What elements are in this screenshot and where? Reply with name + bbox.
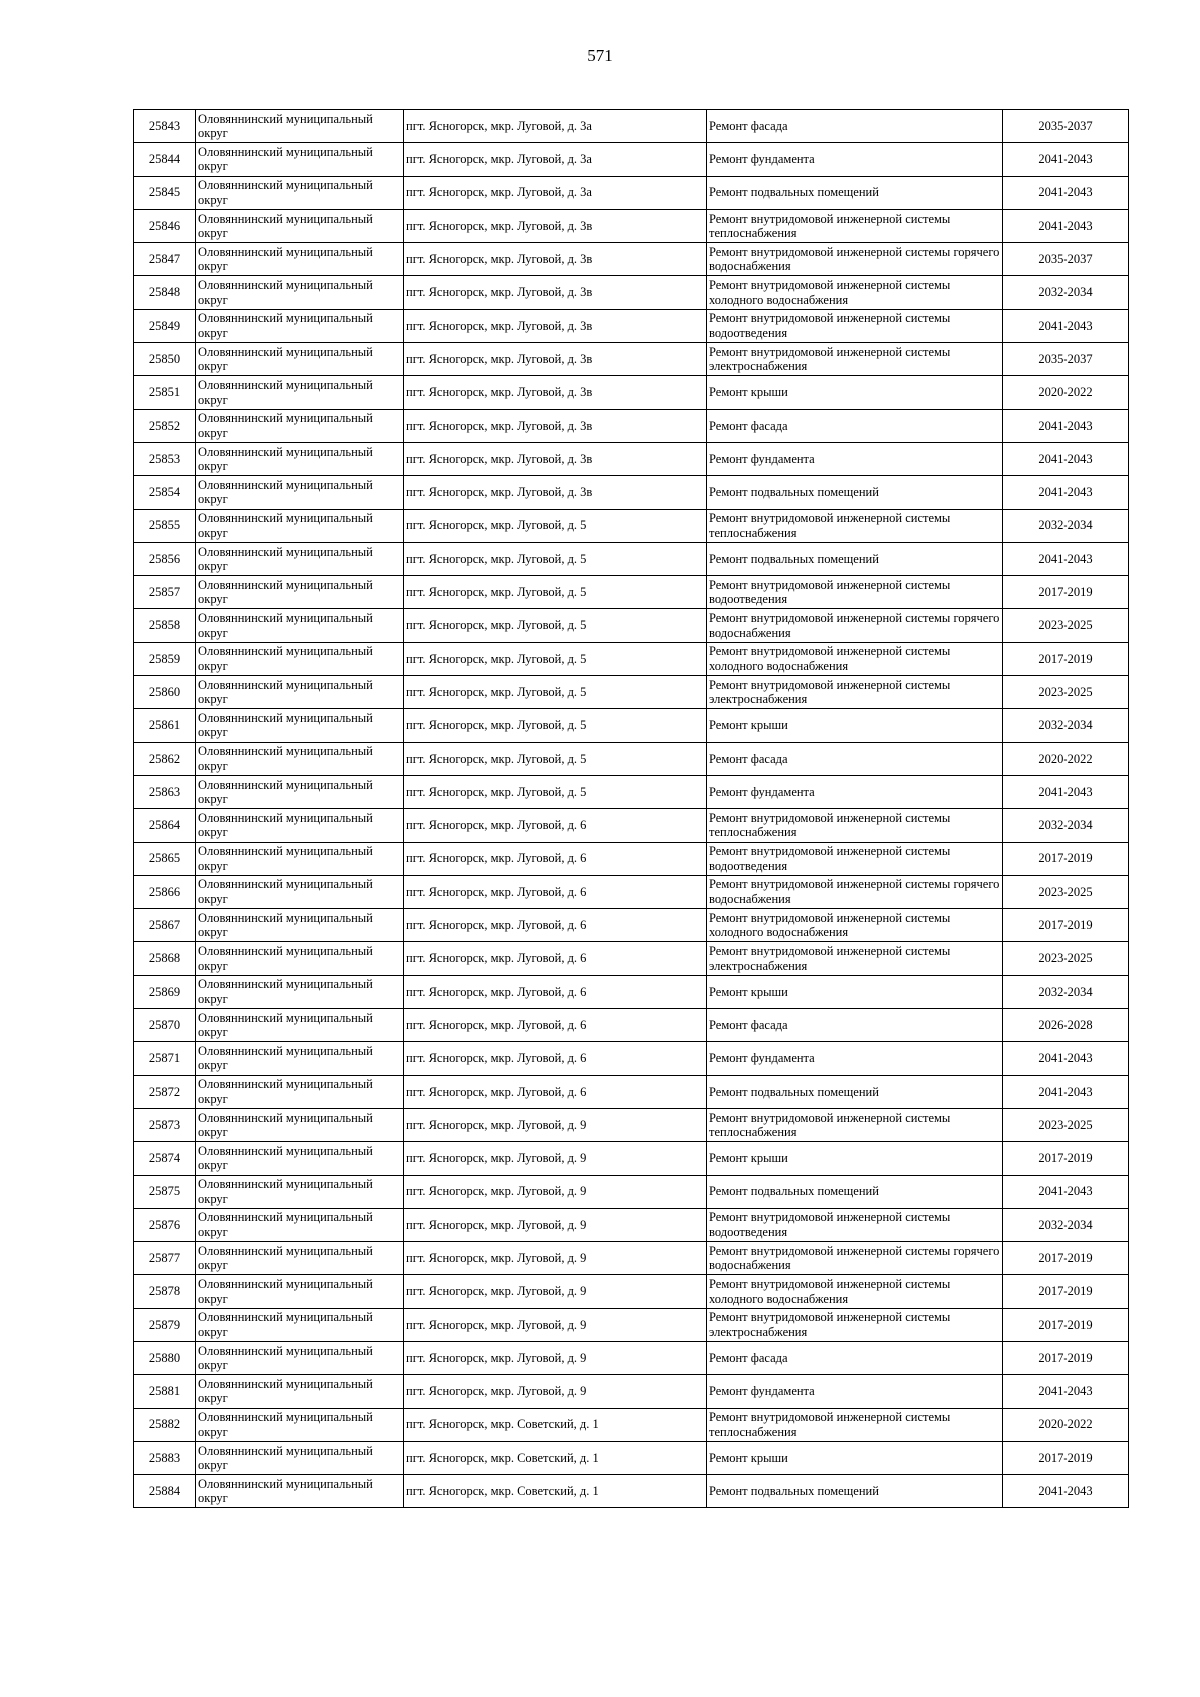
municipality-cell: Оловяннинский муниципальный округ xyxy=(196,576,404,609)
municipality-cell: Оловяннинский муниципальный округ xyxy=(196,1308,404,1341)
work-type-cell: Ремонт внутридомовой инженерной системы теплоснабжения xyxy=(707,509,1003,542)
municipality-cell: Оловяннинский муниципальный округ xyxy=(196,1341,404,1374)
municipality-cell: Оловяннинский муниципальный округ xyxy=(196,742,404,775)
row-number-cell: 25856 xyxy=(134,542,196,575)
municipality-cell: Оловяннинский муниципальный округ xyxy=(196,110,404,143)
address-cell: пгт. Ясногорск, мкр. Луговой, д. 3в xyxy=(404,343,707,376)
municipality-cell: Оловяннинский муниципальный округ xyxy=(196,143,404,176)
row-number-cell: 25851 xyxy=(134,376,196,409)
address-cell: пгт. Ясногорск, мкр. Луговой, д. 5 xyxy=(404,576,707,609)
work-type-cell: Ремонт внутридомовой инженерной системы водоотведения xyxy=(707,1208,1003,1241)
period-cell: 2020-2022 xyxy=(1003,376,1129,409)
work-type-cell: Ремонт фундамента xyxy=(707,775,1003,808)
work-type-cell: Ремонт внутридомовой инженерной системы горячего водоснабжения xyxy=(707,1242,1003,1275)
period-cell: 2041-2043 xyxy=(1003,476,1129,509)
work-type-cell: Ремонт подвальных помещений xyxy=(707,176,1003,209)
work-type-cell: Ремонт крыши xyxy=(707,709,1003,742)
table-row xyxy=(134,442,1129,475)
row-number-cell: 25882 xyxy=(134,1408,196,1441)
municipality-cell: Оловяннинский муниципальный округ xyxy=(196,609,404,642)
table-row xyxy=(134,642,1129,675)
table-row xyxy=(134,676,1129,709)
row-number-cell: 25849 xyxy=(134,309,196,342)
address-cell: пгт. Ясногорск, мкр. Луговой, д. 5 xyxy=(404,509,707,542)
work-type-cell: Ремонт внутридомовой инженерной системы холодного водоснабжения xyxy=(707,642,1003,675)
municipality-cell: Оловяннинский муниципальный округ xyxy=(196,176,404,209)
table-row xyxy=(134,542,1129,575)
page-number: 571 xyxy=(587,46,613,65)
municipality-cell: Оловяннинский муниципальный округ xyxy=(196,309,404,342)
work-type-cell: Ремонт фундамента xyxy=(707,1375,1003,1408)
address-cell: пгт. Ясногорск, мкр. Луговой, д. 3в xyxy=(404,409,707,442)
municipality-cell: Оловяннинский муниципальный округ xyxy=(196,243,404,276)
row-number-cell: 25872 xyxy=(134,1075,196,1108)
repair-schedule-table xyxy=(133,109,1129,1508)
address-cell: пгт. Ясногорск, мкр. Луговой, д. 6 xyxy=(404,1075,707,1108)
period-cell: 2017-2019 xyxy=(1003,1275,1129,1308)
address-cell: пгт. Ясногорск, мкр. Луговой, д. 5 xyxy=(404,642,707,675)
address-cell: пгт. Ясногорск, мкр. Луговой, д. 6 xyxy=(404,1042,707,1075)
work-type-cell: Ремонт подвальных помещений xyxy=(707,542,1003,575)
table-row xyxy=(134,509,1129,542)
municipality-cell: Оловяннинский муниципальный округ xyxy=(196,343,404,376)
address-cell: пгт. Ясногорск, мкр. Луговой, д. 3а xyxy=(404,176,707,209)
period-cell: 2017-2019 xyxy=(1003,1341,1129,1374)
address-cell: пгт. Ясногорск, мкр. Советский, д. 1 xyxy=(404,1408,707,1441)
table-row xyxy=(134,276,1129,309)
table-row xyxy=(134,1142,1129,1175)
address-cell: пгт. Ясногорск, мкр. Луговой, д. 5 xyxy=(404,742,707,775)
table-row xyxy=(134,742,1129,775)
table-row xyxy=(134,576,1129,609)
row-number-cell: 25844 xyxy=(134,143,196,176)
address-cell: пгт. Ясногорск, мкр. Луговой, д. 3в xyxy=(404,309,707,342)
table-row xyxy=(134,409,1129,442)
row-number-cell: 25865 xyxy=(134,842,196,875)
row-number-cell: 25877 xyxy=(134,1242,196,1275)
municipality-cell: Оловяннинский муниципальный округ xyxy=(196,476,404,509)
municipality-cell: Оловяннинский муниципальный округ xyxy=(196,1042,404,1075)
row-number-cell: 25881 xyxy=(134,1375,196,1408)
row-number-cell: 25850 xyxy=(134,343,196,376)
work-type-cell: Ремонт внутридомовой инженерной системы электроснабжения xyxy=(707,676,1003,709)
table-row xyxy=(134,1441,1129,1474)
municipality-cell: Оловяннинский муниципальный округ xyxy=(196,642,404,675)
work-type-cell: Ремонт фундамента xyxy=(707,1042,1003,1075)
table-row xyxy=(134,942,1129,975)
address-cell: пгт. Ясногорск, мкр. Луговой, д. 9 xyxy=(404,1142,707,1175)
period-cell: 2032-2034 xyxy=(1003,809,1129,842)
address-cell: пгт. Ясногорск, мкр. Луговой, д. 3в xyxy=(404,276,707,309)
work-type-cell: Ремонт фасада xyxy=(707,742,1003,775)
municipality-cell: Оловяннинский муниципальный округ xyxy=(196,709,404,742)
row-number-cell: 25853 xyxy=(134,442,196,475)
table-row xyxy=(134,1009,1129,1042)
row-number-cell: 25873 xyxy=(134,1108,196,1141)
table-row xyxy=(134,110,1129,143)
period-cell: 2035-2037 xyxy=(1003,343,1129,376)
period-cell: 2041-2043 xyxy=(1003,1042,1129,1075)
address-cell: пгт. Ясногорск, мкр. Луговой, д. 9 xyxy=(404,1308,707,1341)
row-number-cell: 25869 xyxy=(134,975,196,1008)
period-cell: 2041-2043 xyxy=(1003,176,1129,209)
period-cell: 2017-2019 xyxy=(1003,1308,1129,1341)
work-type-cell: Ремонт внутридомовой инженерной системы холодного водоснабжения xyxy=(707,276,1003,309)
address-cell: пгт. Ясногорск, мкр. Луговой, д. 3в xyxy=(404,442,707,475)
address-cell: пгт. Ясногорск, мкр. Луговой, д. 9 xyxy=(404,1175,707,1208)
table-row xyxy=(134,209,1129,242)
period-cell: 2023-2025 xyxy=(1003,875,1129,908)
row-number-cell: 25855 xyxy=(134,509,196,542)
work-type-cell: Ремонт внутридомовой инженерной системы водоотведения xyxy=(707,576,1003,609)
work-type-cell: Ремонт внутридомовой инженерной системы теплоснабжения xyxy=(707,1408,1003,1441)
municipality-cell: Оловяннинский муниципальный округ xyxy=(196,809,404,842)
row-number-cell: 25847 xyxy=(134,243,196,276)
work-type-cell: Ремонт внутридомовой инженерной системы электроснабжения xyxy=(707,343,1003,376)
row-number-cell: 25843 xyxy=(134,110,196,143)
municipality-cell: Оловяннинский муниципальный округ xyxy=(196,1075,404,1108)
table-row xyxy=(134,243,1129,276)
row-number-cell: 25875 xyxy=(134,1175,196,1208)
period-cell: 2020-2022 xyxy=(1003,742,1129,775)
address-cell: пгт. Ясногорск, мкр. Луговой, д. 9 xyxy=(404,1341,707,1374)
work-type-cell: Ремонт внутридомовой инженерной системы холодного водоснабжения xyxy=(707,909,1003,942)
work-type-cell: Ремонт подвальных помещений xyxy=(707,1475,1003,1508)
work-type-cell: Ремонт внутридомовой инженерной системы водоотведения xyxy=(707,309,1003,342)
period-cell: 2041-2043 xyxy=(1003,775,1129,808)
municipality-cell: Оловяннинский муниципальный округ xyxy=(196,942,404,975)
work-type-cell: Ремонт внутридомовой инженерной системы горячего водоснабжения xyxy=(707,875,1003,908)
table-row xyxy=(134,875,1129,908)
period-cell: 2017-2019 xyxy=(1003,1242,1129,1275)
municipality-cell: Оловяннинский муниципальный округ xyxy=(196,1441,404,1474)
row-number-cell: 25870 xyxy=(134,1009,196,1042)
table-body xyxy=(134,110,1129,1508)
work-type-cell: Ремонт внутридомовой инженерной системы холодного водоснабжения xyxy=(707,1275,1003,1308)
row-number-cell: 25876 xyxy=(134,1208,196,1241)
address-cell: пгт. Ясногорск, мкр. Луговой, д. 5 xyxy=(404,775,707,808)
table-row xyxy=(134,376,1129,409)
row-number-cell: 25860 xyxy=(134,676,196,709)
municipality-cell: Оловяннинский муниципальный округ xyxy=(196,1242,404,1275)
work-type-cell: Ремонт крыши xyxy=(707,975,1003,1008)
address-cell: пгт. Ясногорск, мкр. Луговой, д. 9 xyxy=(404,1275,707,1308)
municipality-cell: Оловяннинский муниципальный округ xyxy=(196,1408,404,1441)
table-row xyxy=(134,809,1129,842)
period-cell: 2017-2019 xyxy=(1003,909,1129,942)
work-type-cell: Ремонт фасада xyxy=(707,409,1003,442)
address-cell: пгт. Ясногорск, мкр. Луговой, д. 3в xyxy=(404,209,707,242)
address-cell: пгт. Ясногорск, мкр. Луговой, д. 5 xyxy=(404,542,707,575)
address-cell: пгт. Ясногорск, мкр. Луговой, д. 3в xyxy=(404,243,707,276)
address-cell: пгт. Ясногорск, мкр. Луговой, д. 5 xyxy=(404,609,707,642)
work-type-cell: Ремонт внутридомовой инженерной системы теплоснабжения xyxy=(707,1108,1003,1141)
period-cell: 2041-2043 xyxy=(1003,542,1129,575)
row-number-cell: 25883 xyxy=(134,1441,196,1474)
table-row xyxy=(134,176,1129,209)
period-cell: 2041-2043 xyxy=(1003,1375,1129,1408)
work-type-cell: Ремонт подвальных помещений xyxy=(707,1075,1003,1108)
table-row xyxy=(134,609,1129,642)
municipality-cell: Оловяннинский муниципальный округ xyxy=(196,376,404,409)
address-cell: пгт. Ясногорск, мкр. Луговой, д. 9 xyxy=(404,1108,707,1141)
address-cell: пгт. Ясногорск, мкр. Луговой, д. 6 xyxy=(404,842,707,875)
municipality-cell: Оловяннинский муниципальный округ xyxy=(196,1009,404,1042)
table-row xyxy=(134,1175,1129,1208)
period-cell: 2041-2043 xyxy=(1003,209,1129,242)
row-number-cell: 25879 xyxy=(134,1308,196,1341)
work-type-cell: Ремонт фасада xyxy=(707,1009,1003,1042)
table-row xyxy=(134,1475,1129,1508)
table-row xyxy=(134,1408,1129,1441)
row-number-cell: 25871 xyxy=(134,1042,196,1075)
table-row xyxy=(134,1042,1129,1075)
municipality-cell: Оловяннинский муниципальный округ xyxy=(196,509,404,542)
work-type-cell: Ремонт внутридомовой инженерной системы теплоснабжения xyxy=(707,209,1003,242)
address-cell: пгт. Ясногорск, мкр. Советский, д. 1 xyxy=(404,1475,707,1508)
period-cell: 2026-2028 xyxy=(1003,1009,1129,1042)
address-cell: пгт. Ясногорск, мкр. Луговой, д. 6 xyxy=(404,975,707,1008)
municipality-cell: Оловяннинский муниципальный округ xyxy=(196,542,404,575)
work-type-cell: Ремонт крыши xyxy=(707,1441,1003,1474)
table-row xyxy=(134,476,1129,509)
work-type-cell: Ремонт фундамента xyxy=(707,143,1003,176)
address-cell: пгт. Ясногорск, мкр. Луговой, д. 9 xyxy=(404,1375,707,1408)
address-cell: пгт. Ясногорск, мкр. Луговой, д. 3в xyxy=(404,376,707,409)
address-cell: пгт. Ясногорск, мкр. Луговой, д. 5 xyxy=(404,709,707,742)
period-cell: 2041-2043 xyxy=(1003,309,1129,342)
municipality-cell: Оловяннинский муниципальный округ xyxy=(196,1208,404,1241)
table-row xyxy=(134,709,1129,742)
address-cell: пгт. Ясногорск, мкр. Луговой, д. 9 xyxy=(404,1242,707,1275)
row-number-cell: 25863 xyxy=(134,775,196,808)
address-cell: пгт. Ясногорск, мкр. Луговой, д. 9 xyxy=(404,1208,707,1241)
row-number-cell: 25861 xyxy=(134,709,196,742)
work-type-cell: Ремонт подвальных помещений xyxy=(707,476,1003,509)
period-cell: 2041-2043 xyxy=(1003,1475,1129,1508)
work-type-cell: Ремонт внутридомовой инженерной системы горячего водоснабжения xyxy=(707,243,1003,276)
work-type-cell: Ремонт крыши xyxy=(707,1142,1003,1175)
row-number-cell: 25852 xyxy=(134,409,196,442)
table-row xyxy=(134,775,1129,808)
address-cell: пгт. Ясногорск, мкр. Луговой, д. 6 xyxy=(404,1009,707,1042)
period-cell: 2023-2025 xyxy=(1003,609,1129,642)
table-row xyxy=(134,1308,1129,1341)
period-cell: 2023-2025 xyxy=(1003,1108,1129,1141)
municipality-cell: Оловяннинский муниципальный округ xyxy=(196,1375,404,1408)
work-type-cell: Ремонт внутридомовой инженерной системы водоотведения xyxy=(707,842,1003,875)
municipality-cell: Оловяннинский муниципальный округ xyxy=(196,909,404,942)
period-cell: 2032-2034 xyxy=(1003,509,1129,542)
period-cell: 2032-2034 xyxy=(1003,1208,1129,1241)
row-number-cell: 25854 xyxy=(134,476,196,509)
period-cell: 2035-2037 xyxy=(1003,110,1129,143)
period-cell: 2017-2019 xyxy=(1003,1142,1129,1175)
period-cell: 2023-2025 xyxy=(1003,676,1129,709)
row-number-cell: 25862 xyxy=(134,742,196,775)
period-cell: 2041-2043 xyxy=(1003,1175,1129,1208)
municipality-cell: Оловяннинский муниципальный округ xyxy=(196,1475,404,1508)
table-row xyxy=(134,1341,1129,1374)
address-cell: пгт. Ясногорск, мкр. Луговой, д. 3а xyxy=(404,143,707,176)
municipality-cell: Оловяннинский муниципальный округ xyxy=(196,676,404,709)
row-number-cell: 25858 xyxy=(134,609,196,642)
period-cell: 2035-2037 xyxy=(1003,243,1129,276)
period-cell: 2041-2043 xyxy=(1003,442,1129,475)
period-cell: 2032-2034 xyxy=(1003,276,1129,309)
municipality-cell: Оловяннинский муниципальный округ xyxy=(196,409,404,442)
period-cell: 2041-2043 xyxy=(1003,1075,1129,1108)
municipality-cell: Оловяннинский муниципальный округ xyxy=(196,209,404,242)
period-cell: 2023-2025 xyxy=(1003,942,1129,975)
address-cell: пгт. Ясногорск, мкр. Луговой, д. 6 xyxy=(404,875,707,908)
address-cell: пгт. Ясногорск, мкр. Луговой, д. 3а xyxy=(404,110,707,143)
row-number-cell: 25866 xyxy=(134,875,196,908)
municipality-cell: Оловяннинский муниципальный округ xyxy=(196,775,404,808)
municipality-cell: Оловяннинский муниципальный округ xyxy=(196,276,404,309)
table-row xyxy=(134,842,1129,875)
municipality-cell: Оловяннинский муниципальный округ xyxy=(196,1142,404,1175)
work-type-cell: Ремонт внутридомовой инженерной системы теплоснабжения xyxy=(707,809,1003,842)
work-type-cell: Ремонт фундамента xyxy=(707,442,1003,475)
row-number-cell: 25857 xyxy=(134,576,196,609)
address-cell: пгт. Ясногорск, мкр. Советский, д. 1 xyxy=(404,1441,707,1474)
municipality-cell: Оловяннинский муниципальный округ xyxy=(196,875,404,908)
row-number-cell: 25884 xyxy=(134,1475,196,1508)
table-row xyxy=(134,143,1129,176)
table-row xyxy=(134,975,1129,1008)
table-row xyxy=(134,1208,1129,1241)
row-number-cell: 25868 xyxy=(134,942,196,975)
work-type-cell: Ремонт подвальных помещений xyxy=(707,1175,1003,1208)
work-type-cell: Ремонт крыши xyxy=(707,376,1003,409)
table-row xyxy=(134,1375,1129,1408)
period-cell: 2041-2043 xyxy=(1003,143,1129,176)
municipality-cell: Оловяннинский муниципальный округ xyxy=(196,1175,404,1208)
period-cell: 2017-2019 xyxy=(1003,1441,1129,1474)
row-number-cell: 25880 xyxy=(134,1341,196,1374)
work-type-cell: Ремонт фасада xyxy=(707,1341,1003,1374)
address-cell: пгт. Ясногорск, мкр. Луговой, д. 5 xyxy=(404,676,707,709)
municipality-cell: Оловяннинский муниципальный округ xyxy=(196,975,404,1008)
row-number-cell: 25874 xyxy=(134,1142,196,1175)
table-row xyxy=(134,909,1129,942)
period-cell: 2032-2034 xyxy=(1003,709,1129,742)
address-cell: пгт. Ясногорск, мкр. Луговой, д. 3в xyxy=(404,476,707,509)
row-number-cell: 25845 xyxy=(134,176,196,209)
period-cell: 2017-2019 xyxy=(1003,576,1129,609)
period-cell: 2020-2022 xyxy=(1003,1408,1129,1441)
municipality-cell: Оловяннинский муниципальный округ xyxy=(196,1275,404,1308)
table-row xyxy=(134,1275,1129,1308)
municipality-cell: Оловяннинский муниципальный округ xyxy=(196,842,404,875)
table-row xyxy=(134,1108,1129,1141)
row-number-cell: 25848 xyxy=(134,276,196,309)
period-cell: 2017-2019 xyxy=(1003,642,1129,675)
work-type-cell: Ремонт фасада xyxy=(707,110,1003,143)
period-cell: 2017-2019 xyxy=(1003,842,1129,875)
address-cell: пгт. Ясногорск, мкр. Луговой, д. 6 xyxy=(404,809,707,842)
table-row xyxy=(134,343,1129,376)
table-row xyxy=(134,1075,1129,1108)
address-cell: пгт. Ясногорск, мкр. Луговой, д. 6 xyxy=(404,942,707,975)
row-number-cell: 25864 xyxy=(134,809,196,842)
work-type-cell: Ремонт внутридомовой инженерной системы горячего водоснабжения xyxy=(707,609,1003,642)
address-cell: пгт. Ясногорск, мкр. Луговой, д. 6 xyxy=(404,909,707,942)
period-cell: 2032-2034 xyxy=(1003,975,1129,1008)
table-row xyxy=(134,1242,1129,1275)
row-number-cell: 25846 xyxy=(134,209,196,242)
work-type-cell: Ремонт внутридомовой инженерной системы электроснабжения xyxy=(707,1308,1003,1341)
row-number-cell: 25859 xyxy=(134,642,196,675)
table-row xyxy=(134,309,1129,342)
row-number-cell: 25867 xyxy=(134,909,196,942)
period-cell: 2041-2043 xyxy=(1003,409,1129,442)
work-type-cell: Ремонт внутридомовой инженерной системы электроснабжения xyxy=(707,942,1003,975)
municipality-cell: Оловяннинский муниципальный округ xyxy=(196,442,404,475)
municipality-cell: Оловяннинский муниципальный округ xyxy=(196,1108,404,1141)
row-number-cell: 25878 xyxy=(134,1275,196,1308)
